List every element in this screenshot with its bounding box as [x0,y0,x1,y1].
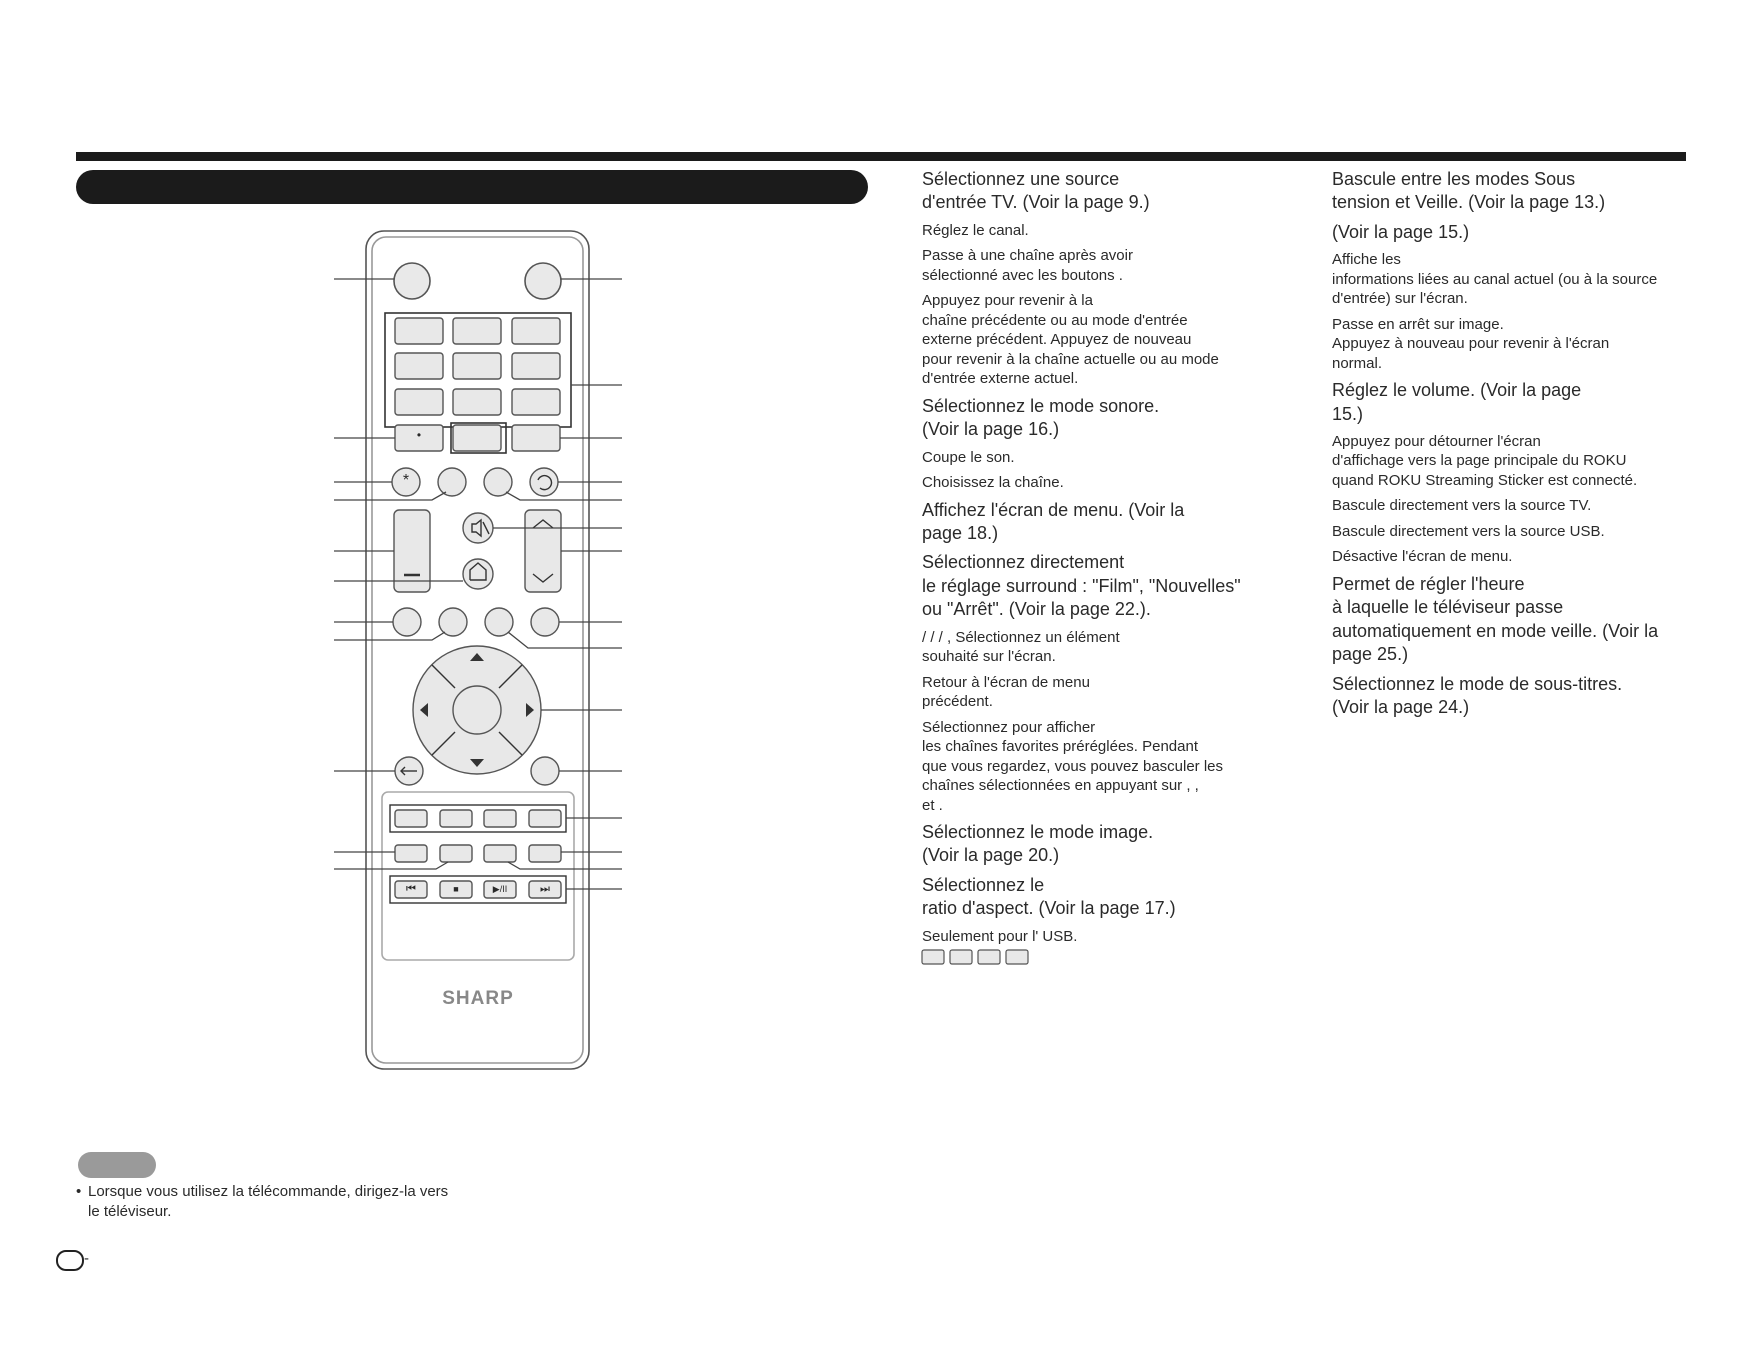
color-key-1 [395,810,427,827]
num-key-0 [453,425,501,451]
description-column-1 [922,168,1262,952]
col1-entry-line: (Voir la page 20.) [922,845,1060,866]
num-key-6 [512,353,560,379]
col2-entry-line: Désactive l'écran de menu. [1332,548,1513,566]
inline-media-prev [922,950,944,964]
color-key-3 [484,810,516,827]
col1-entry-line: Sélectionnez pour afficher [922,718,1096,736]
col2-entry-line: Passe en arrêt sur image. [1332,315,1504,333]
col1-entry-line: ou "Arrêt". (Voir la page 22.). [922,599,1151,620]
col2-entry-line: normal. [1332,354,1383,372]
col2-entry-line: Bascule directement vers la source USB. [1332,522,1605,540]
col2-entry-line: Appuyez à nouveau pour revenir à l'écran [1332,335,1610,353]
freeze-button [531,608,559,636]
col1-entry [922,821,1262,868]
col1-entry-line: Réglez le canal. [922,221,1029,239]
return-button [530,468,558,496]
num-key-3 [512,318,560,344]
col2-entry-line: Affiche les [1332,251,1401,269]
col1-entry-line: Coupe le son. [922,448,1015,466]
col2-entry [1332,315,1692,374]
col1-entry-line: le réglage surround : "Film", "Nouvelles" [922,575,1241,596]
col1-entry-line: Sélectionnez une source [922,169,1120,189]
col1-entry [922,499,1262,546]
num-key-8 [453,389,501,415]
col1-entry [922,246,1262,285]
col1-entry [922,221,1262,241]
volume-rocker [394,510,430,592]
col2-entry [1332,432,1692,491]
col1-entry-line: Passe à une chaîne après avoir [922,247,1133,265]
col2-entry [1332,673,1692,720]
col2-entry-line: Sélectionnez le mode de sous-titres. [1332,673,1623,694]
col1-entry-line: les chaînes favorites préréglées. Pendant [922,738,1198,756]
fav-button [531,757,559,785]
num-key-5 [453,353,501,379]
input-button [394,263,430,299]
enter-button [453,686,501,734]
col2-entry-line: à laquelle le téléviseur passe [1332,597,1564,618]
brand-logo: SHARP [442,988,514,1009]
col1-entry-line: souhaité sur l'écran. [922,648,1056,666]
col2-entry [1332,221,1692,244]
num-key-2 [453,318,501,344]
media-prev-label: ⏮ [406,883,416,895]
col2-entry-line: Bascule directement vers la source TV. [1332,497,1592,515]
power-button [525,263,561,299]
audio-button [438,468,466,496]
col2-entry [1332,522,1692,542]
col2-entry [1332,547,1692,567]
col1-entry [922,927,1262,947]
col2-entry [1332,573,1692,667]
num-key-4 [395,353,443,379]
col1-entry-line: précédent. [922,693,993,711]
col1-entry [922,628,1262,667]
num-key-1 [395,318,443,344]
col1-entry [922,448,1262,468]
note-line-1: Lorsque vous utilisez la télécommande, dirigez-la vers [88,1183,449,1200]
col1-entry [922,473,1262,493]
description-column-2 [1332,168,1692,725]
col1-entry-line: Retour à l'écran de menu [922,673,1090,691]
num-key-9 [512,389,560,415]
surround-button [439,608,467,636]
col1-entry-line: et . [922,796,943,814]
page-number-icon [56,1250,84,1271]
page-suffix: - [84,1250,89,1267]
display-button [484,468,512,496]
col1-entry-line: d'entrée externe actuel. [922,370,1079,388]
inline-media-stop [950,950,972,964]
media-next-label: ⏭ [540,883,550,895]
col1-entry-line: Appuyez pour revenir à la [922,292,1093,310]
bullet-icon: • [76,1183,82,1200]
col1-entry [922,718,1262,816]
col1-entry-line: Sélectionnez le [922,874,1045,895]
col1-entry [922,395,1262,442]
col2-entry-line: (Voir la page 24.) [1332,696,1470,717]
col2-entry-line: (Voir la page 15.) [1332,221,1470,242]
num-key-7 [395,389,443,415]
col1-entry [922,551,1262,621]
col2-entry [1332,168,1692,215]
col2-entry-line: Réglez le volume. (Voir la page [1332,380,1582,401]
col1-entry-line: sélectionné avec les boutons . [922,266,1123,284]
func-key-4 [529,845,561,862]
color-key-4 [529,810,561,827]
col1-entry-line: Sélectionnez directement [922,552,1125,573]
col1-entry-line: d'entrée TV. (Voir la page 9.) [922,192,1150,213]
channel-rocker [525,510,561,592]
sleep-button [485,608,513,636]
color-key-2 [440,810,472,827]
col1-entry-line: chaîne précédente ou au mode d'entrée [922,311,1188,329]
col2-entry-line: tension et Veille. (Voir la page 13.) [1332,192,1606,213]
col1-entry [922,874,1262,921]
col2-entry-line: d'entrée) sur l'écran. [1332,290,1468,308]
mute-button [463,513,493,543]
col1-entry [922,291,1262,389]
col1-entry-line: externe précédent. Appuyez de nouveau [922,331,1192,349]
col2-entry-line: Bascule entre les modes Sous [1332,169,1576,189]
note-line-2: le téléviseur. [88,1202,172,1220]
dot-key-label: • [416,428,422,442]
col2-entry-line: 15.) [1332,403,1364,424]
col2-entry [1332,379,1692,426]
col2-entry-line: informations liées au canal actuel (ou à la source [1332,270,1658,288]
col2-entry-line: Permet de régler l'heure [1332,573,1525,594]
col1-entry-line: chaînes sélectionnées en appuyant sur , , [922,777,1199,795]
col2-entry [1332,496,1692,516]
col1-entry-line: pour revenir à la chaîne actuelle ou au mode [922,350,1219,368]
flashback-key [512,425,560,451]
inline-media-play [978,950,1000,964]
col1-entry-line: Sélectionnez le mode sonore. [922,395,1160,416]
note-badge [78,1152,156,1178]
col1-entry-line: (Voir la page 16.) [922,419,1060,440]
col2-entry-line: quand ROKU Streaming Sticker est connecté. [1332,471,1638,489]
col1-entry [922,673,1262,712]
func-key-1 [395,845,427,862]
col2-entry-line: page 25.) [1332,644,1409,665]
col2-entry [1332,250,1692,309]
col1-entry-line: Sélectionnez le mode image. [922,822,1154,843]
note-text [76,1182,496,1222]
col1-entry-line: Choisissez la chaîne. [922,474,1064,492]
col2-entry-line: automatiquement en mode veille. (Voir la [1332,620,1659,641]
col1-entry-line: Affichez l'écran de menu. (Voir la [922,499,1185,520]
func-key-2 [440,845,472,862]
star-key-label: * [402,472,410,489]
func-key-3 [484,845,516,862]
col1-entry-line: Seulement pour l' USB. [922,927,1078,945]
menu-button [393,608,421,636]
col2-entry-line: Appuyez pour détourner l'écran [1332,432,1541,450]
col1-entry-line: / / / , Sélectionnez un élément [922,628,1120,646]
inline-media-next [1006,950,1028,964]
media-stop-label: ■ [453,884,459,894]
col1-entry-line: ratio d'aspect. (Voir la page 17.) [922,898,1176,919]
media-play-label: ▶/II [492,884,508,894]
col1-entry-line: page 18.) [922,522,999,543]
col1-entry [922,168,1262,215]
col1-entry-line: que vous regardez, vous pouvez basculer les [922,757,1224,775]
col2-entry-line: d'affichage vers la page principale du ROKU [1332,452,1627,470]
